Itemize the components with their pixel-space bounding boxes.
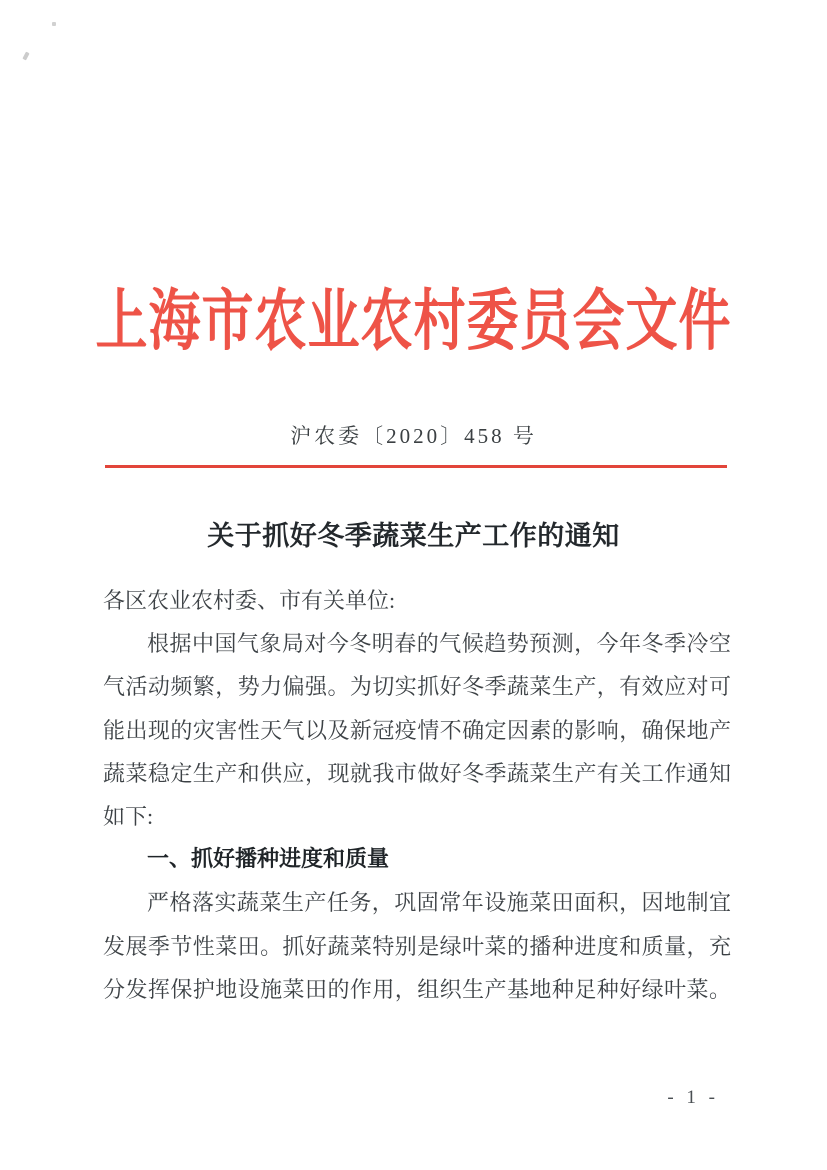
scan-speck: [52, 22, 56, 26]
page-number: - 1 -: [667, 1087, 719, 1108]
paragraph-line: 蔬菜稳定生产和供应，现就我市做好冬季蔬菜生产有关工作通知: [103, 760, 731, 786]
paragraph-line: 严格落实蔬菜生产任务，巩固常年设施菜田面积，因地制宜: [147, 890, 731, 916]
document-number: 沪农委〔2020〕458 号: [290, 424, 537, 448]
paragraph-line: 根据中国气象局对今冬明春的气候趋势预测，今年冬季冷空: [147, 631, 731, 657]
scan-speck: [22, 52, 29, 61]
paragraph-line: 气活动频繁，势力偏强。为切实抓好冬季蔬菜生产，有效应对可: [103, 674, 731, 700]
paragraph-line: 能出现的灾害性天气以及新冠疫情不确定因素的影响，确保地产: [103, 717, 731, 743]
red-header-title: 上海市农业农村委员会文件: [95, 286, 732, 360]
paragraph-line: 分发挥保护地设施菜田的作用，组织生产基地种足种好绿叶菜。: [103, 976, 731, 1002]
paragraph-line: 发展季节性菜田。抓好蔬菜特别是绿叶菜的播种进度和质量，充: [103, 933, 731, 959]
salutation-line: 各区农业农村委、市有关单位:: [103, 588, 396, 613]
paragraph-line: 如下:: [103, 803, 154, 829]
document-body: [103, 579, 731, 1011]
section-heading: 一、抓好播种进度和质量: [147, 847, 390, 873]
red-divider-line: [105, 465, 727, 468]
document-title: 关于抓好冬季蔬菜生产工作的通知: [207, 521, 620, 551]
